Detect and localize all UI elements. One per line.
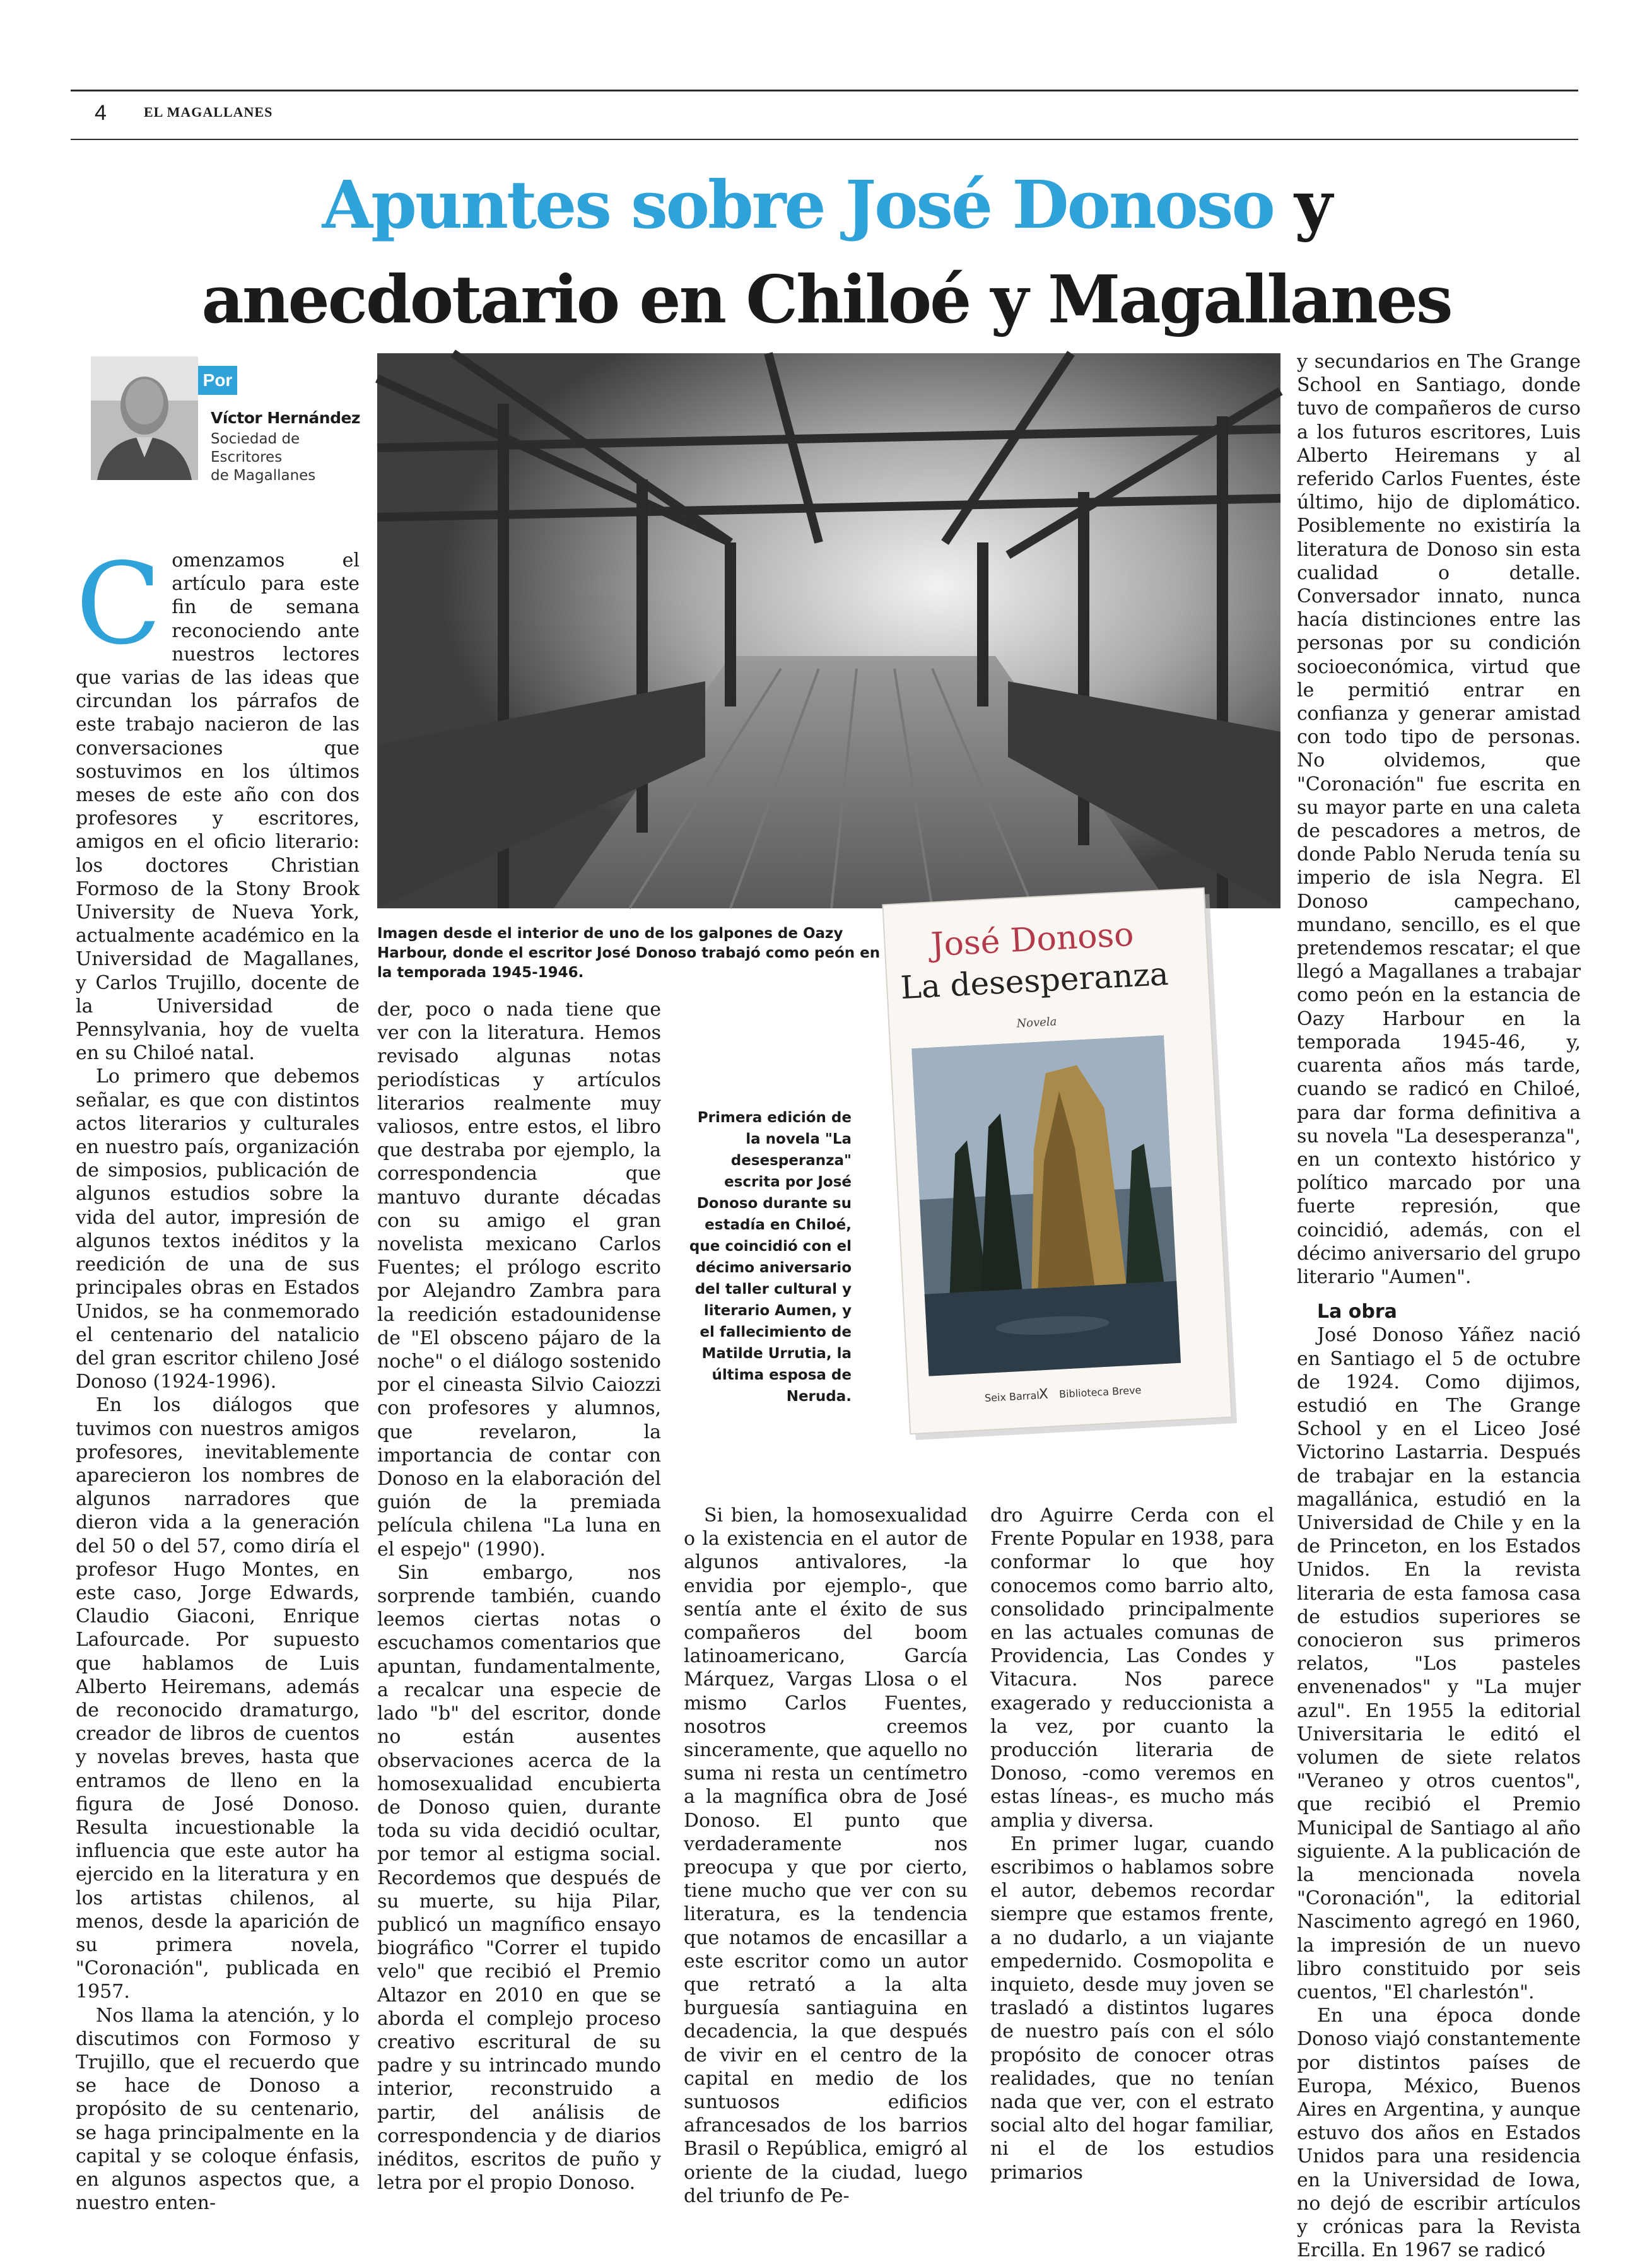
author-portrait-icon <box>91 356 198 480</box>
article-column-5 <box>1297 350 1581 2262</box>
photo-caption: Imagen desde el interior de uno de los galpones de Oazy Harbour, donde el escritor José Donoso trabajó como peón en la temporada 1945-1946. <box>377 925 881 981</box>
article-paragraph: José Donoso Yáñez nació en Santiago el 5 de octubre de 1924. Como dijimos, estudió en The Grange School y en el Liceo José Victorino Lastarria. Después de trabajar en la estancia magallánica, estudió en la Universidad de Chile y en la de Princeton, en los Estados Unidos. En la revista literaria de esta famosa casa de estudios superiores se conocieron sus primeros relatos, "Los pasteles envenenados" y "La mujer azul". En 1955 la editorial Universitaria le editó el volumen de siete relatos "Veraneo y otros cuentos", que recibió el Premio Municipal de Santiago al año siguiente. A la publicación de la mencionada novela "Coronación", la editorial Nascimento agregó en 1960, la impresión de un nuevo libro constituido por seis cuentos, "El charlestón". <box>1297 1324 1581 2004</box>
drop-cap: C <box>76 539 162 669</box>
article-paragraph: En primer lugar, cuando escribimos o hablamos sobre el autor, debemos recordar siempre que estamos frente, a no dudarlo, a un viajante empedernido. Cosmopolita e inquieto, desde muy joven se trasladó a distintos lugares de nuestro país con el sólo propósito de conocer otras realidades, que no tenían nada que ver, con el estrato social alto del hogar familiar, ni el de los estudios primarios <box>990 1832 1274 2184</box>
article-paragraph: Lo primero que debemos señalar, es que con distintos actos literarios y culturales en nuestro país, organización de simposios, publicación de algunos estudios sobre la vida del autor, impresión de algunos textos inéditos y la reedición de una de sus principales obras en Estados Unidos, se ha conmemorado el centenario del natalicio del gran escritor chileno José Donoso (1924-1996). <box>76 1065 360 1393</box>
book-cover-image <box>874 883 1253 1463</box>
article-paragraph: Sin embargo, nos sorprende también, cuando leemos ciertas notas o escuchamos comentarios que apuntan, fundamentalmente, a recalcar una especie de lado "b" del escritor, donde no están ausentes observaciones acerca de la homosexualidad encubierta de Donoso quien, durante toda su vida decidió ocultar, por temor al estigma social. Recordemos que después de su muerte, su hija Pilar, publicó un magnífico ensayo biográfico "Correr el tupido velo" que recibió el Premio Altazor en 2010 en que se aborda el complejo proceso creativo escritural de su padre y su intrincado mundo interior, reconstruido a partir, del análisis de correspondencia y de diarios inéditos, escritos de puño y letra por el propio Donoso. <box>377 1561 661 2195</box>
masthead: EL MAGALLANES <box>144 104 273 120</box>
book-publisher: Seix Barral <box>984 1389 1040 1405</box>
book-cover <box>874 883 1253 1463</box>
author-tag: Por <box>198 366 237 395</box>
book-title: La desesperanza <box>899 955 1169 1007</box>
article-paragraph: dro Aguirre Cerda con el Frente Popular en 1938, para conformar lo que hoy conocemos como barrio alto, consolidado principalmente en las actuales comunas de Providencia, Las Condes y Vitacura. Nos parece exagerado y reduccionista a la vez, por cuanto la producción literaria de Donoso, -como veremos en estas líneas-, es mucho más amplia y diversa. <box>990 1504 1274 1832</box>
author-name: Víctor Hernández <box>211 409 360 427</box>
article-column-4 <box>990 1504 1274 2184</box>
author-photo <box>91 356 198 480</box>
article-paragraph: der, poco o nada tiene que ver con la literatura. Hemos revisado algunas notas periodísticas y artículos literarios realmente muy valiosos, entre estos, el libro que destraba por ejemplo, la correspondencia que mantuvo durante décadas con su amigo el gran novelista mexicano Carlos Fuentes; el prólogo escrito por Alejandro Zambra para la reedición estadounidense de "El obsceno pájaro de la noche" o el diálogo sostenido por el cineasta Silvio Caiozzi con profesores y alumnos, que revelaron, la importancia de contar con Donoso en la elaboración del guión de la premiada película chilena "La luna en el espejo" (1990). <box>377 999 661 1561</box>
article-column-2 <box>377 998 661 2195</box>
article-paragraph: y secundarios en The Grange School en Santiago, donde tuvo de compañeros de curso a los futuros escritores, Luis Alberto Heiremans y al referido Carlos Fuentes, éste último, hijo de diplomático. Posiblemente no existiría la literatura de Donoso sin esta cualidad o detalle. Conversador innato, nunca hacía distinciones entre las personas por su condición socioeconómica, virtud que le permitió entrar en confianza y generar amistad con todo tipo de personas. No olvidemos, que "Coronación" fue escrita en su mayor parte en una caleta de pescadores a metros, de donde Pablo Neruda tenía su imperio de isla Negra. El Donoso campechano, mundano, sencillo, es el que pretendemos rescatar; el que llegó a Magallanes a trabajar como peón en la estancia de Oazy Harbour en la temporada 1945-46, y, cuarenta años más tarde, cuando se radicó en Chiloé, para dar forma definitiva a su novela "La desesperanza", en un contexto histórico y político marcado por una fuerte represión, que coincidió, además, con el décimo aniversario del grupo literario "Aumen". <box>1297 351 1581 1288</box>
article-paragraph: En los diálogos que tuvimos con nuestros amigos profesores, inevitablemente aparecieron los nombres de algunos narradores que dieron vida a la generación del 50 o del 57, como diría el profesor Hugo Montes, en este caso, Jorge Edwards, Claudio Giaconi, Enrique Lafourcade. Por supuesto que hablamos de Luis Alberto Heiremans, además de reconocido dramaturgo, creador de libros de cuentos y novelas breves, hasta que entramos de lleno en la figura de José Donoso. Resulta incuestionable la influencia que este autor ha ejercido en la literatura y en los artistas chilenos, al menos, desde la aparición de su primera novela, "Coronación", publicada en 1957. <box>76 1394 360 2003</box>
shearing-shed-photo-icon <box>377 353 1280 908</box>
header-top-rule <box>71 90 1578 91</box>
book-author: José Donoso <box>930 915 1135 964</box>
author-affiliation-line: Escritores <box>211 449 283 466</box>
title-line1-rest: y <box>1294 166 1331 243</box>
article-column-1 <box>76 539 360 2215</box>
article-paragraph: Si bien, la homosexualidad o la existencia en el autor de algunos antivalores, -la envidia por ejemplo-, que sentía ante el éxito de sus compañeros del boom latinoamericano, García Márquez, Vargas Llosa o el mismo Carlos Fuentes, nosotros creemos sinceramente, que aquello no suma ni resta un centímetro a la magnífica obra de José Donoso. El punto que verdaderamente nos preocupa y que por cierto, tiene mucho que ver con su literatura, es la tendencia que notamos de encasillar a este escritor como un autor que retrató a la alta burguesía santiaguina en decadencia, la que después de vivir en el centro de la capital en medio de los suntuosos edificios afrancesados de los barrios Brasil o República, emigró al oriente de la ciudad, luego del triunfo de Pe- <box>684 1504 968 2207</box>
article-paragraph: Nos llama la atención, y lo discutimos con Formoso y Trujillo, que el recuerdo que se hace de Donoso a propósito de su centenario, se haga principalmente en la capital y se coloque énfasis, en algunos aspectos que, a nuestro enten- <box>76 2004 360 2215</box>
title-line2: anecdotario en Chiloé y Magallanes <box>201 261 1451 338</box>
section-subheading: La obra <box>1317 1301 1397 1323</box>
article-paragraph: En una época donde Donoso viajó constantemente por distintos países de Europa, México, Buenos Aires en Argentina, y aunque estuvo dos años en Estados Unidos para una residencia en la Universidad de Iowa, no dejó de escribir artículos y crónicas para la Revista Ercilla. En 1967 se radicó <box>1297 2005 1581 2262</box>
galpon-photo <box>377 353 1280 908</box>
article-title <box>76 158 1577 347</box>
title-highlight: Apuntes sobre José Donoso <box>322 166 1274 243</box>
book-series: Biblioteca Breve <box>1058 1384 1142 1400</box>
book-genre: Novela <box>1016 1015 1057 1031</box>
header-bottom-rule <box>71 139 1578 140</box>
book-logo-icon: X <box>1038 1386 1049 1403</box>
author-affiliation-line: Sociedad de <box>211 431 300 447</box>
page-number: 4 <box>95 101 107 125</box>
article-paragraph: Comenzamos el artículo para este fin de semana reconociendo ante nuestros lectores que varias de las ideas que circundan los párrafos de este trabajo nacieron de las conversaciones que sostuvimos en los últimos meses de este año con dos profesores y escritores, amigos en el oficio literario: los doctores Christian Formoso de la Stony Brook University de Nueva York, actualmente académico en la Universidad de Magallanes, y Carlos Trujillo, docente de la Universidad de Pennsylvania, hoy de vuelta en su Chiloé natal. <box>76 539 360 1065</box>
book-caption: Primera edición de la novela "La desesperanza" escrita por José Donoso durante su estadía en Chiloé, que coincidió con el décimo aniversario del taller cultural y literario Aumen, y el fallecimiento de Matilde Urrutia, la última esposa de Neruda. <box>689 1110 852 1405</box>
author-affiliation <box>211 430 337 485</box>
article-column-3 <box>684 1504 968 2208</box>
author-affiliation-line: de Magallanes <box>211 467 316 484</box>
